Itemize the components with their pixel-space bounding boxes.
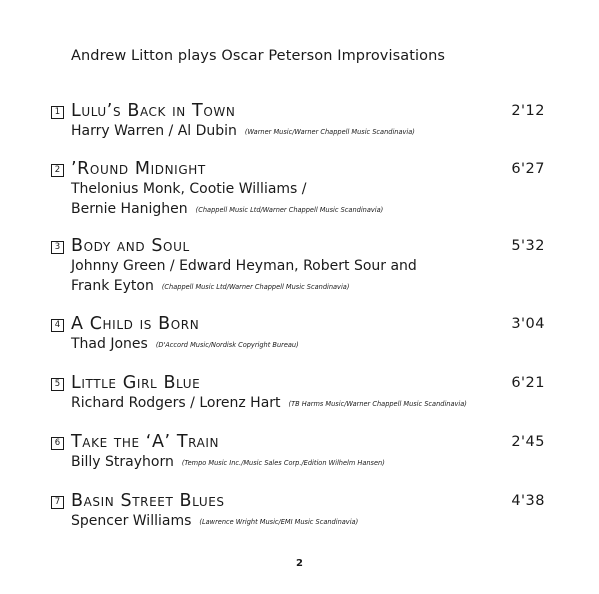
track-credit <box>71 395 467 411</box>
publisher-info: (Chappell Music Ltd/Warner Chappell Music Scandinavia) <box>195 206 384 214</box>
publisher-info: (TB Harms Music/Warner Chappell Music Scandinavia) <box>288 400 467 408</box>
track-duration: 2'12 <box>511 103 545 119</box>
composer-names: Richard Rodgers / Lorenz Hart <box>71 395 281 411</box>
track-credit <box>71 201 383 217</box>
track-credit <box>71 336 299 352</box>
publisher-info: (Warner Music/Warner Chappell Music Scandinavia) <box>244 128 415 136</box>
track-title: A Child is Born <box>71 314 200 334</box>
composer-names: Johnny Green / Edward Heyman, Robert Sour and <box>71 258 417 274</box>
track-credit <box>71 513 358 529</box>
track-title: Body and Soul <box>71 236 190 256</box>
track-title: Little Girl Blue <box>71 373 201 393</box>
track-number: 4 <box>51 319 64 332</box>
track-duration: 3'04 <box>511 316 545 332</box>
track-credit <box>71 278 349 294</box>
publisher-info: (Lawrence Wright Music/EMI Music Scandinavia) <box>199 518 359 526</box>
composer-names: Frank Eyton <box>71 278 154 294</box>
track-number: 3 <box>51 241 64 254</box>
track-credit <box>71 181 307 197</box>
publisher-info: (Tempo Music Inc./Music Sales Corp./Edition Wilhelm Hansen) <box>181 459 385 467</box>
publisher-info: (Chappell Music Ltd/Warner Chappell Music Scandinavia) <box>161 283 350 291</box>
track-title: ’Round Midnight <box>71 159 206 179</box>
composer-names: Thelonius Monk, Cootie Williams / <box>71 181 307 197</box>
track-duration: 2'45 <box>511 434 545 450</box>
track-number: 1 <box>51 106 64 119</box>
track-duration: 5'32 <box>511 238 545 254</box>
page-number: 2 <box>296 558 303 569</box>
track-credit <box>71 454 385 470</box>
track-number: 5 <box>51 378 64 391</box>
composer-names: Bernie Hanighen <box>71 201 188 217</box>
composer-names: Billy Strayhorn <box>71 454 174 470</box>
track-title: Basin Street Blues <box>71 491 225 511</box>
album-heading: Andrew Litton plays Oscar Peterson Improvisations <box>71 48 446 64</box>
track-number: 2 <box>51 164 64 177</box>
track-number: 7 <box>51 496 64 509</box>
track-number: 6 <box>51 437 64 450</box>
publisher-info: (D'Accord Music/Nordisk Copyright Bureau) <box>155 341 299 349</box>
track-credit <box>71 258 417 274</box>
track-duration: 4'38 <box>511 493 545 509</box>
track-title: Take the ‘A’ Train <box>71 432 220 452</box>
track-duration: 6'21 <box>511 375 545 391</box>
track-duration: 6'27 <box>511 161 545 177</box>
track-title: Lulu’s Back in Town <box>71 101 236 121</box>
composer-names: Spencer Williams <box>71 513 192 529</box>
composer-names: Harry Warren / Al Dubin <box>71 123 237 139</box>
composer-names: Thad Jones <box>71 336 148 352</box>
track-credit <box>71 123 415 139</box>
